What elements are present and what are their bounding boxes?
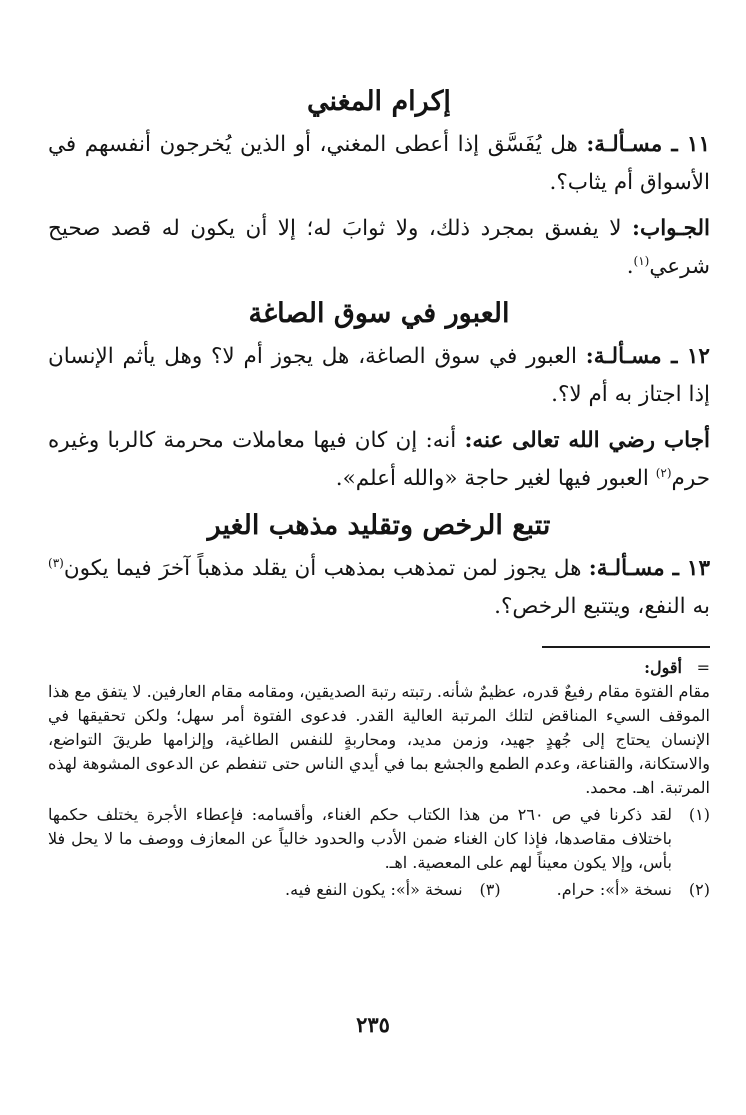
footnote-number: (١) <box>688 805 710 824</box>
section-heading: تتبع الرخص وتقليد مذهب الغير <box>207 510 551 541</box>
page-number: ٢٣٥ <box>356 1012 390 1037</box>
section-heading: إكرام المغني <box>307 86 451 117</box>
answer-paragraph <box>48 210 710 286</box>
footnote-continuation <box>48 656 710 680</box>
footnote-number: (٣) <box>479 880 501 899</box>
footnote-pair <box>48 878 710 902</box>
answer-text: أنه: إن كان فيها معاملات محرمة كالربا وغيره حرم <box>48 428 710 491</box>
answer-paragraph <box>48 422 710 498</box>
question-end: به النفع، ويتتبع الرخص؟. <box>494 594 710 619</box>
footnote-number: (٢) <box>688 880 710 899</box>
question-label: ١٣ ـ مسـألـة: <box>588 556 710 581</box>
question-label: ١١ ـ مسـألـة: <box>586 132 710 157</box>
answer-label: أجاب رضي الله تعالى عنه: <box>464 428 710 453</box>
answer-end: . <box>626 254 634 279</box>
footnote-separator <box>542 646 710 648</box>
footnote-text: نسخة «أ»: يكون النفع فيه. <box>285 880 463 899</box>
footnote-ref: (٢) <box>655 465 672 480</box>
footnote-1 <box>48 803 710 875</box>
continuation-mark: = <box>696 658 710 677</box>
question-paragraph <box>48 338 710 414</box>
footnote-text: نسخة «أ»: حرام. <box>556 880 672 899</box>
question-text: العبور في سوق الصاغة، هل يجوز أم لا؟ وهل يأثم الإنسان إذا اجتاز به أم لا؟. <box>48 344 710 407</box>
footnote-ref: (١) <box>633 253 650 268</box>
footnote-text: لقد ذكرنا في ص ٢٦٠ من هذا الكتاب حكم الغناء، وأقسامه: فإعطاء الأجرة يختلف حكمها باختلاف مقاصدها، فإذا كان الغناء ضمن الأدب والحدود خالياً عن المعازف ووصف ما لا يحل فلا بأس، وإلا يكون معيناً لهم على المعصية. اهـ. <box>48 805 672 872</box>
footnotes <box>48 656 710 902</box>
question-paragraph <box>48 550 710 626</box>
footnote-2 <box>557 878 710 902</box>
answer-text: لا يفسق بمجرد ذلك، ولا ثوابَ له؛ إلا أن يكون له قصد صحيح شرعي <box>48 216 710 279</box>
answer-label: الجـواب: <box>632 216 710 241</box>
continuation-intro: أقول: <box>644 658 682 677</box>
question-text: هل يجوز لمن تمذهب بمذهب أن يقلد مذهباً آخرَ فيما يكون <box>63 556 589 581</box>
answer-end: العبور فيها لغير حاجة «والله أعلم». <box>335 466 656 491</box>
section-heading: العبور في سوق الصاغة <box>248 298 510 329</box>
question-label: ١٢ ـ مسـألـة: <box>585 344 710 369</box>
continuation-text: مقام الفتوة مقام رفيعٌ قدره، عظيمٌ شأنه. رتبته رتبة الصديقين، ومقامه مقام العارفين. لا يتفق مع هذا الموقف السيء المناقض لتلك المرتبة العالية القدر. فدعوى الفتوة أمر سهل؛ ولكن تحقيقها في الإنسان يحتاج إلى جُهدٍ جهيد، وزمن مديد، ومحاربةٍ للنفس الطاغية، وإلزامها طريقَ التواضع، والاستكانة، والقناعة، وعدم الطمع والجشع بما في أيدي الناس حتى تنفطم عن الدعوى المشوهة لهذه المرتبة. اهـ. محمد. <box>48 682 711 797</box>
question-paragraph <box>48 126 710 202</box>
question-text: هل يُفَسَّق إذا أعطى المغني، أو الذين يُخرجون أنفسهم في الأسواق أم يثاب؟. <box>48 132 710 195</box>
footnote-3 <box>285 878 501 902</box>
footnote-ref: (٣) <box>48 555 64 570</box>
